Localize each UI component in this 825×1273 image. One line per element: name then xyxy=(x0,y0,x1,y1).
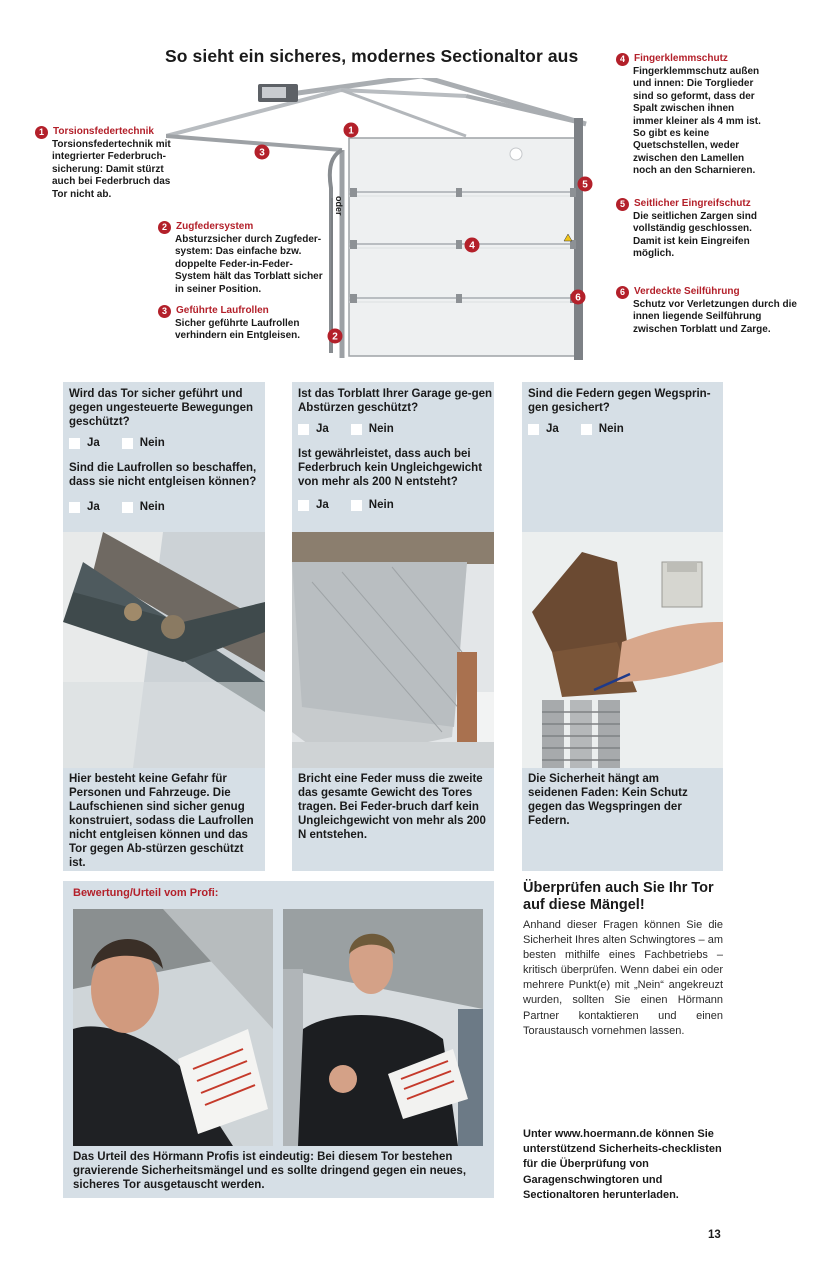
annotation-text: Torsionsfedertechnik mit integrierter Federbruch-sicherung: Damit stürzt auch bei Federbruch das Tor nicht ab. xyxy=(52,139,171,200)
verdict-heading: Bewertung/Urteil vom Profi: xyxy=(73,887,219,899)
annotation-heading: Seitlicher Eingreifschutz xyxy=(634,198,751,209)
svg-text:4: 4 xyxy=(469,240,475,252)
number-badge: 1 xyxy=(35,126,48,139)
yes-checkbox[interactable] xyxy=(69,502,80,513)
number-badge: 2 xyxy=(158,221,171,234)
yes-checkbox[interactable] xyxy=(298,500,309,511)
yes-label: Ja xyxy=(87,501,100,513)
question-text: Sind die Laufrollen so beschaffen, dass sie nicht entgleisen können? xyxy=(69,462,257,488)
number-badge: 3 xyxy=(158,305,171,318)
sidebar-heading: Überprüfen auch Sie Ihr Tor auf diese Mängel! xyxy=(523,880,714,913)
no-label: Nein xyxy=(598,423,624,435)
annotation-heading: Verdeckte Seilführung xyxy=(634,286,740,297)
photo-caption: Die Sicherheit hängt am seidenen Faden: Kein Schutz gegen das Wegspringen der Federn. xyxy=(528,773,688,827)
svg-text:3: 3 xyxy=(259,147,265,159)
no-label: Nein xyxy=(368,499,394,511)
no-checkbox[interactable] xyxy=(122,438,133,449)
number-badge: 4 xyxy=(616,53,629,66)
yes-label: Ja xyxy=(87,437,100,449)
diagram-marker-1 xyxy=(344,123,359,138)
diagram-marker-6 xyxy=(571,290,586,305)
photo-spring-hook xyxy=(522,532,723,768)
yes-label: Ja xyxy=(316,499,329,511)
question-text: Ist das Torblatt Ihrer Garage ge-gen Abstürzen geschützt? xyxy=(298,388,493,414)
diagram-marker-5 xyxy=(578,177,593,192)
caption-panel-2 xyxy=(292,768,494,871)
question-text: Ist gewährleistet, dass auch bei Federbruch kein Ungleichgewicht von mehr als 200 N entsteht? xyxy=(298,448,483,488)
sidebar-paragraph: Anhand dieser Fragen können Sie die Sicherheit Ihres alten Schwingtores – am besten mithilfe eines Fachbetriebs – kritisch überprüfen. Wenn dabei ein oder mehrere Punkt(e) mit „Nein“ angekreuzt wurden, sollten Sie einen Hörmann Partner kontaktieren und einen Toraustausch vornehmen lassen. xyxy=(523,919,723,1037)
oder-label: oder xyxy=(334,196,344,216)
photo-tilted-door xyxy=(292,532,494,768)
caption-panel-1 xyxy=(63,768,265,871)
annotation-heading: Fingerklemmschutz xyxy=(634,53,728,64)
annotation-heading: Torsionsfedertechnik xyxy=(53,126,154,137)
annotation-heading: Zugfedersystem xyxy=(176,221,254,232)
no-checkbox[interactable] xyxy=(351,500,362,511)
svg-text:5: 5 xyxy=(582,179,588,191)
caption-panel-3 xyxy=(522,768,723,871)
no-label: Nein xyxy=(368,423,394,435)
sectional-door-illustration xyxy=(166,78,606,370)
number-badge: 5 xyxy=(616,198,629,211)
yes-label: Ja xyxy=(546,423,559,435)
annotation-4 xyxy=(616,53,766,178)
photo-track-rollers xyxy=(63,532,265,768)
question-panel-2 xyxy=(292,382,494,532)
question-panel-1 xyxy=(63,382,265,532)
question-text: Sind die Federn gegen Wegsprin-gen gesichert? xyxy=(528,388,711,414)
no-checkbox[interactable] xyxy=(581,424,592,435)
svg-text:6: 6 xyxy=(575,292,581,304)
photo-expert-reading xyxy=(73,909,273,1146)
yes-checkbox[interactable] xyxy=(528,424,539,435)
page-number: 13 xyxy=(708,1229,721,1241)
photo-expert-thumbs-down xyxy=(283,909,483,1146)
annotation-text: Absturzsicher durch Zugfeder-system: Das einfache bzw. doppelte Feder-in-Feder-System hält das Torblatt sicher in seiner Position. xyxy=(175,234,323,295)
no-checkbox[interactable] xyxy=(351,424,362,435)
diagram-marker-4 xyxy=(465,238,480,253)
photo-caption: Hier besteht keine Gefahr für Personen und Fahrzeuge. Die Laufschienen sind sicher genug konstruiert, sodass die Laufrollen nicht entgleisen können und das Tor gegen Ab-stürzen geschützt ist. xyxy=(69,773,254,869)
yes-checkbox[interactable] xyxy=(69,438,80,449)
svg-text:1: 1 xyxy=(348,125,354,137)
annotation-5 xyxy=(616,198,766,261)
verdict-caption: Das Urteil des Hörmann Profis ist eindeutig: Bei diesem Tor bestehen gravierende Sicherheitsmängel und es sollte dringend gegen ein neues, sicheres Tor ausgetauscht werden. xyxy=(73,1151,467,1191)
annotation-text: Fingerklemmschutz außen und innen: Die Torglieder sind so geformt, dass der Spalt zwischen ihnen immer kleiner als 4 mm ist. So gibt es keine Quetschstellen, weder zwischen den Lamellen noch an den Scharnieren. xyxy=(633,66,761,177)
annotation-text: Sicher geführte Laufrollen verhindern ein Entgleisen. xyxy=(175,318,301,342)
no-label: Nein xyxy=(139,437,165,449)
yes-label: Ja xyxy=(316,423,329,435)
photo-caption: Bricht eine Feder muss die zweite das gesamte Gewicht des Tores tragen. Bei Feder-bruch darf kein Ungleichgewicht von mehr als 200 N entstehen. xyxy=(298,773,486,841)
annotation-text: Schutz vor Verletzungen durch die innen liegende Seilführung zwischen Torblatt und Zarge. xyxy=(633,299,797,335)
question-text: Wird das Tor sicher geführt und gegen ungesteuerte Bewegungen geschützt? xyxy=(69,388,254,428)
annotation-1 xyxy=(35,126,175,201)
annotation-text: Die seitlichen Zargen sind vollständig geschlossen. Damit ist kein Eingreifen möglich. xyxy=(633,211,757,260)
yes-checkbox[interactable] xyxy=(298,424,309,435)
page-title: So sieht ein sicheres, modernes Sectionaltor aus xyxy=(165,46,579,66)
annotation-6 xyxy=(616,286,806,336)
question-panel-3 xyxy=(522,382,723,532)
svg-text:2: 2 xyxy=(332,331,338,343)
sidebar-download-note: Unter www.hoermann.de können Sie unterstützend Sicherheits-checklisten für die Überprüfung von Garagenschwingtoren und Sectionaltoren herunterladen. xyxy=(523,1128,722,1201)
diagram-marker-2 xyxy=(328,329,343,344)
no-label: Nein xyxy=(139,501,165,513)
number-badge: 6 xyxy=(616,286,629,299)
no-checkbox[interactable] xyxy=(122,502,133,513)
diagram-marker-3 xyxy=(255,145,270,160)
annotation-heading: Geführte Laufrollen xyxy=(176,305,269,316)
